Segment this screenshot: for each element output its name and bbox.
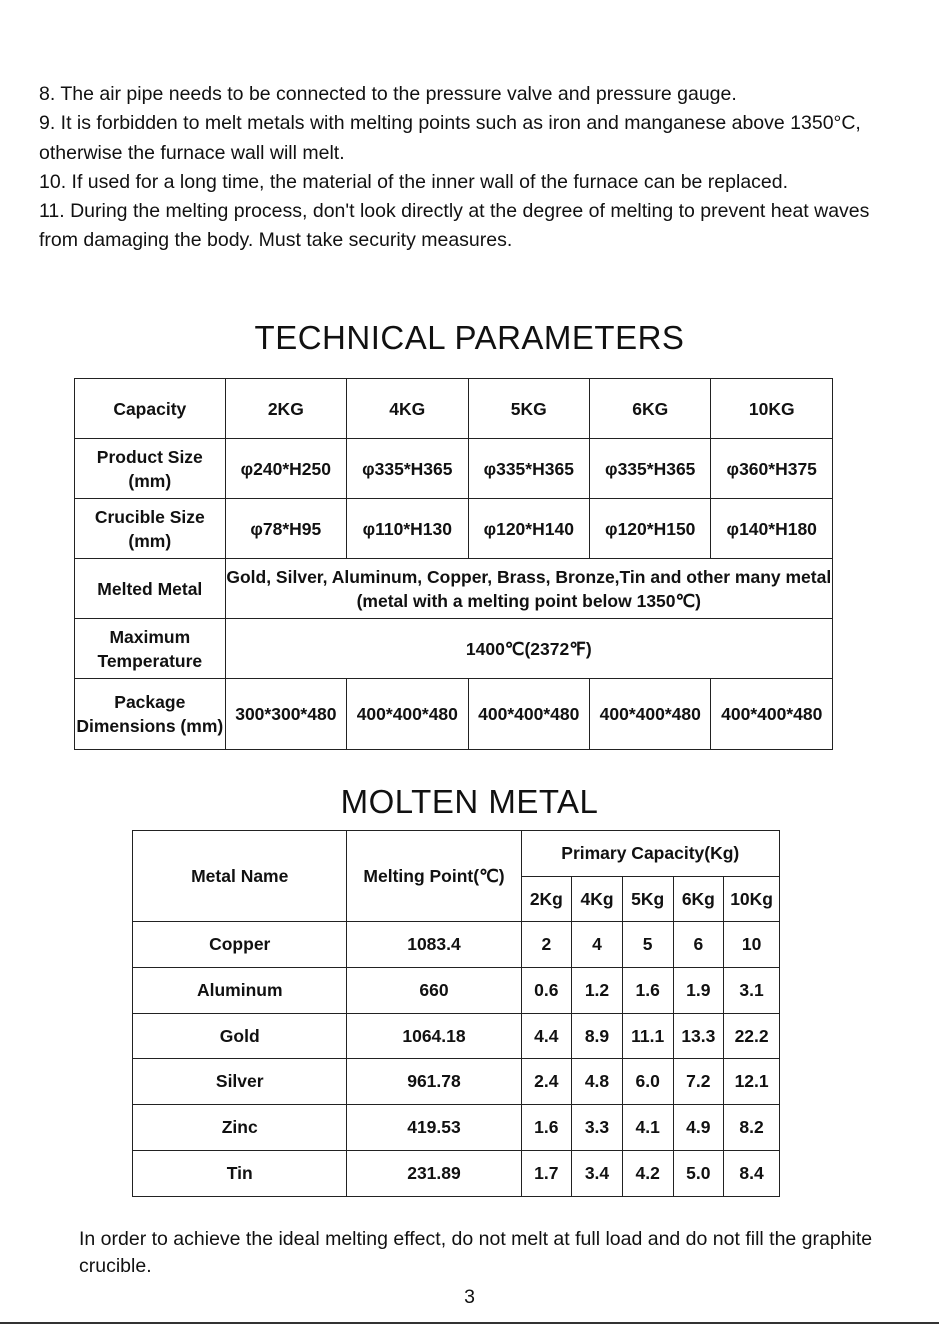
molten-metal-table	[132, 830, 780, 1197]
table-cell: φ335*H365	[468, 439, 589, 499]
table-cell: 4KG	[347, 379, 468, 439]
table-cell: 10KG	[711, 379, 833, 439]
table-cell: 400*400*480	[468, 679, 589, 750]
table-cell: 300*300*480	[225, 679, 346, 750]
page-number: 3	[464, 1286, 475, 1308]
melting-point: 961.78	[347, 1059, 521, 1105]
column-header: 5Kg	[622, 876, 673, 922]
table-row	[75, 439, 833, 499]
row-label: Melted Metal	[75, 559, 226, 619]
table-cell: 11.1	[622, 1013, 673, 1059]
table-cell: 8.4	[724, 1150, 780, 1196]
column-header: Primary Capacity(Kg)	[521, 831, 779, 877]
table-row	[133, 831, 780, 877]
table-cell: 4	[572, 922, 623, 968]
molten-metal-title: MOLTEN METAL	[340, 783, 599, 820]
column-header: 2Kg	[521, 876, 572, 922]
table-cell: φ335*H365	[347, 439, 468, 499]
instruction-item: 10. If used for a long time, the material of the inner wall of the furnace can be replaced.	[39, 170, 789, 193]
table-row	[75, 379, 833, 439]
table-cell: φ140*H180	[711, 499, 833, 559]
metal-name: Gold	[133, 1013, 347, 1059]
metal-name: Silver	[133, 1059, 347, 1105]
table-cell: 4.2	[622, 1150, 673, 1196]
table-row	[75, 559, 833, 619]
table-cell: 12.1	[724, 1059, 780, 1105]
table-cell: 1.6	[622, 968, 673, 1014]
table-cell: φ78*H95	[225, 499, 346, 559]
table-cell: 6.0	[622, 1059, 673, 1105]
table-cell: 4.1	[622, 1105, 673, 1151]
table-cell: φ360*H375	[711, 439, 833, 499]
table-cell: 13.3	[673, 1013, 724, 1059]
instruction-item: 9. It is forbidden to melt metals with melting points such as iron and manganese above 1350°C, otherwise the furnace wall will melt.	[39, 112, 861, 164]
table-cell: 3.1	[724, 968, 780, 1014]
table-cell: 6KG	[590, 379, 711, 439]
instruction-item: 11. During the melting process, don't look directly at the degree of melting to prevent heat waves from damaging the body. Must take security measures.	[39, 200, 870, 252]
table-row	[75, 679, 833, 750]
table-cell: 400*400*480	[711, 679, 833, 750]
instruction-item: 8. The air pipe needs to be connected to the pressure valve and pressure gauge.	[39, 83, 737, 105]
column-header: 6Kg	[673, 876, 724, 922]
metal-name: Aluminum	[133, 968, 347, 1014]
table-row	[133, 1059, 780, 1105]
table-cell: 3.4	[572, 1150, 623, 1196]
table-cell: 1400℃(2372℉)	[225, 619, 832, 679]
table-row	[133, 922, 780, 968]
table-cell: 2	[521, 922, 572, 968]
table-row	[133, 1013, 780, 1059]
table-cell: 1.6	[521, 1105, 572, 1151]
table-cell: φ110*H130	[347, 499, 468, 559]
table-cell: 22.2	[724, 1013, 780, 1059]
table-cell: 400*400*480	[347, 679, 468, 750]
table-cell: 7.2	[673, 1059, 724, 1105]
metal-name: Copper	[133, 922, 347, 968]
table-cell: 1.9	[673, 968, 724, 1014]
melting-point: 419.53	[347, 1105, 521, 1151]
column-header: Melting Point(℃)	[347, 831, 521, 922]
row-label: Package Dimensions (mm)	[75, 679, 226, 750]
table-cell: 5	[622, 922, 673, 968]
table-cell: 1.7	[521, 1150, 572, 1196]
table-cell: 3.3	[572, 1105, 623, 1151]
technical-parameters-title: TECHNICAL PARAMETERS	[254, 319, 685, 356]
table-cell: 5KG	[468, 379, 589, 439]
bottom-divider	[0, 1322, 939, 1324]
table-cell: 6	[673, 922, 724, 968]
table-cell: 400*400*480	[590, 679, 711, 750]
table-row	[133, 1150, 780, 1196]
row-label: Crucible Size (mm)	[75, 499, 226, 559]
metal-name: Zinc	[133, 1105, 347, 1151]
table-cell: 4.9	[673, 1105, 724, 1151]
table-cell: Capacity	[75, 379, 226, 439]
table-row	[133, 968, 780, 1014]
table-row	[75, 619, 833, 679]
melting-point: 231.89	[347, 1150, 521, 1196]
column-header: Metal Name	[133, 831, 347, 922]
footer-note: In order to achieve the ideal melting effect, do not melt at full load and do not fill the graphite crucible.	[79, 1228, 873, 1277]
table-cell: 1.2	[572, 968, 623, 1014]
row-label: Maximum Temperature	[75, 619, 226, 679]
table-cell: 2KG	[225, 379, 346, 439]
metal-name: Tin	[133, 1150, 347, 1196]
table-cell: 8.2	[724, 1105, 780, 1151]
table-cell: 10	[724, 922, 780, 968]
table-cell: 0.6	[521, 968, 572, 1014]
table-row	[75, 499, 833, 559]
table-cell: 2.4	[521, 1059, 572, 1105]
column-header: 10Kg	[724, 876, 780, 922]
row-label: Product Size (mm)	[75, 439, 226, 499]
table-cell: 5.0	[673, 1150, 724, 1196]
table-cell: φ335*H365	[590, 439, 711, 499]
table-cell: 8.9	[572, 1013, 623, 1059]
instructions-list	[39, 80, 909, 256]
table-cell: 4.8	[572, 1059, 623, 1105]
melting-point: 660	[347, 968, 521, 1014]
table-cell: 4.4	[521, 1013, 572, 1059]
technical-parameters-table	[74, 378, 833, 750]
column-header: 4Kg	[572, 876, 623, 922]
table-cell: φ120*H140	[468, 499, 589, 559]
table-row	[133, 1105, 780, 1151]
melting-point: 1064.18	[347, 1013, 521, 1059]
table-cell: φ120*H150	[590, 499, 711, 559]
table-cell: φ240*H250	[225, 439, 346, 499]
melting-point: 1083.4	[347, 922, 521, 968]
table-cell: Gold, Silver, Aluminum, Copper, Brass, Bronze,Tin and other many metal (metal with a melting point below 1350℃)	[225, 559, 832, 619]
